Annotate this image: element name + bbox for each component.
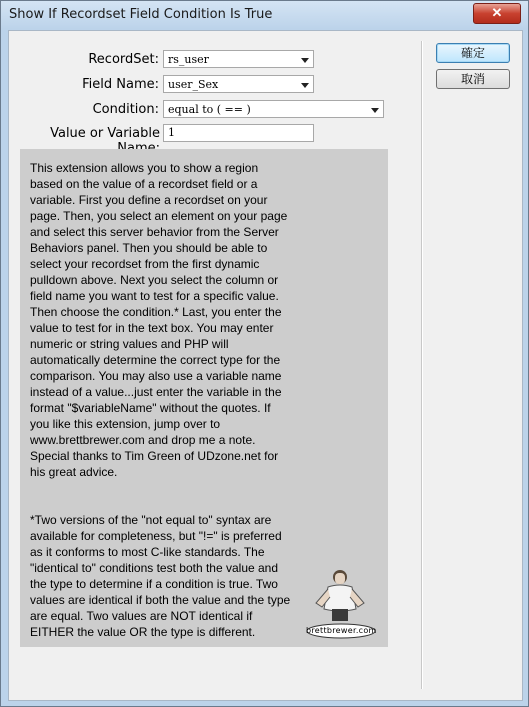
recordset-select[interactable] [163,50,314,68]
close-button[interactable] [473,3,521,24]
condition-label: Condition: [92,102,159,117]
footnote-paragraph: *Two versions of the "not equal to" syntax are available for completeness, but "!=" is preferred as it conforms to most C-like standards. The "identical to" conditions test both the value and the type to determine if a condition is true. Two values are identical if both the value and the type are equal. Two values are NOT identical if EITHER the value OR the type is different. [30,513,291,639]
description-paragraph: This extension allows you to show a region based on the value of a recordset field or a variable. First you define a recordset on your page. Then, you select an element on your page and select this server behavior from the Server Behaviors panel. Then you should be able to select your recordset from the first dynamic pulldown above. Next you select the column or field name you want to test for a specific value. Then choose the condition.* Last, you enter the value to test for in the text box. You may enter numeric or string values and PHP will automatically determine the correct type for the comparison. You may also use a variable name instead of a value...just enter the variable in the format "$variableName" without the quotes. If you like this extension, jump over to www.brettbrewer.com and drop me a note. Special thanks to Tim Green of UDzone.net for his great advice. [30,161,288,479]
dialog-body [8,30,523,701]
cancel-button[interactable]: 取消 [436,69,510,89]
condition-select[interactable] [163,100,384,118]
title-bar[interactable] [1,1,528,29]
vertical-divider [421,41,423,689]
field-name-value: user_Sex [168,78,219,91]
value-input[interactable]: 1 [163,124,314,142]
condition-value: equal to ( == ) [168,103,251,116]
ok-button[interactable]: 確定 [436,43,510,63]
field-name-label: Field Name: [82,77,159,92]
dropdown-arrow-icon [301,83,309,88]
recordset-label: RecordSet: [88,52,159,67]
logo-text: brettbrewer.com [306,626,377,635]
field-name-select[interactable] [163,75,314,93]
dropdown-arrow-icon [301,58,309,63]
dropdown-arrow-icon [371,108,379,113]
brettbrewer-logo [306,567,378,641]
window-title: Show If Recordset Field Condition Is True [9,7,273,22]
value-label: Value or Variable [50,126,160,141]
description-panel [20,149,388,647]
close-icon: ✕ [491,5,503,20]
recordset-value: rs_user [168,53,209,66]
